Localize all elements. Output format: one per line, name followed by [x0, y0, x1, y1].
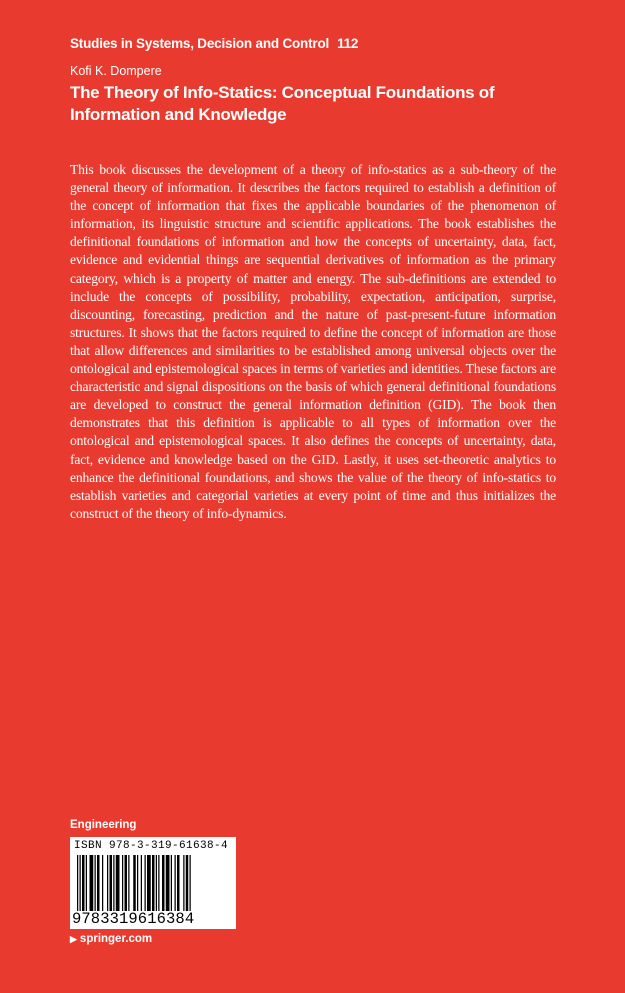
series-header: [70, 36, 358, 51]
subject-label: Engineering: [70, 819, 137, 831]
triangle-right-icon: ▶: [70, 933, 77, 944]
author-name: Kofi K. Dompere: [70, 64, 162, 78]
series-name: Studies in Systems, Decision and Control: [70, 36, 330, 51]
website-label: springer.com: [79, 933, 153, 945]
barcode-bars: [77, 855, 229, 911]
isbn-barcode: [70, 837, 236, 929]
series-number: 112: [337, 36, 359, 51]
barcode-digits: 9783319616384: [72, 910, 195, 928]
book-abstract: This book discusses the development of a theory of info-statics as a sub-theory of the general theory of information. It describes the factors required to establish a definition of the concept of information that fixes the applicable boundaries of the phenomenon of information, its linguistic structure and scientific applications. The book establishes the definitional foundations of information and how the concepts of uncertainty, data, fact, evidence and evidential things are sequential derivatives of information as the primary category, which is a property of matter and energy. The sub-definitions are extended to include the concepts of possibility, probability, expectation, anticipation, surprise, discounting, forecasting, prediction and the nature of past-present-future information structures. It shows that the factors required to define the concept of information are those that allow differences and similarities to be established among universal objects over the ontological and epistemological spaces in terms of varieties and identities. These factors are characteristic and signal dispositions on the basis of which general definitional foundations are developed to construct the general information definition (GID). The book then demonstrates that this definition is applicable to all types of information over the ontological and epistemological spaces. It also defines the concepts of uncertainty, data, fact, evidence and knowledge based on the GID. Lastly, it uses set-theoretic analytics to enhance the definitional foundations, and shows the value of the theory of info-statics to establish varieties and categorial varieties at every point of time and thus initializes the construct of the theory of info-dynamics.: [70, 162, 556, 521]
publisher-website[interactable]: [70, 933, 152, 945]
isbn-label: ISBN 978-3-319-61638-4: [74, 840, 229, 852]
book-title: The Theory of Info-Statics: Conceptual Foundations of Information and Knowledge: [70, 83, 495, 124]
